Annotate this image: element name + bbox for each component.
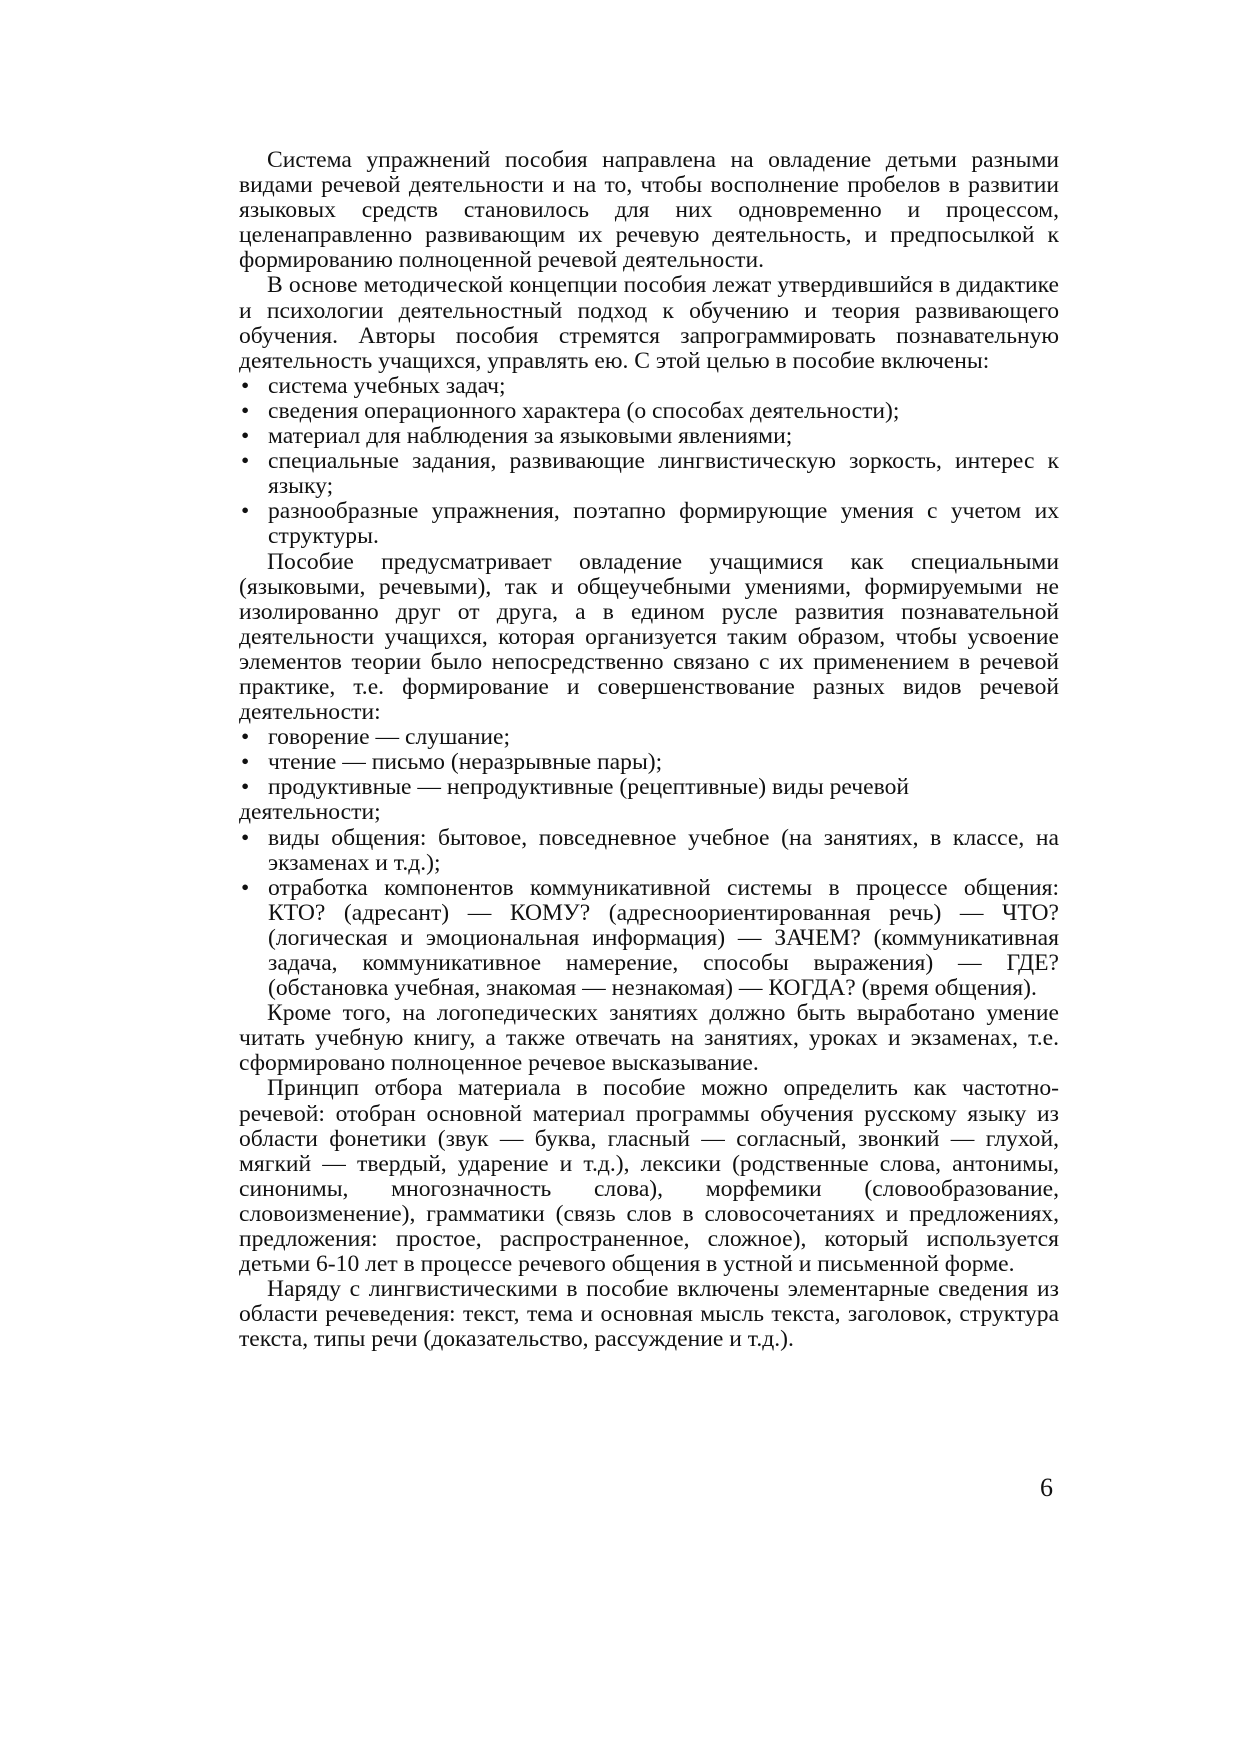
- list-item: [239, 424, 1059, 449]
- list-item-text: продуктивные — непродуктивные (рецептивные) виды речевой: [268, 774, 910, 801]
- bullet-icon: •: [241, 423, 250, 450]
- bullet-icon: •: [241, 774, 250, 801]
- list-item: [239, 750, 1059, 775]
- list-item: [239, 374, 1059, 399]
- list-item-text: материал для наблюдения за языковыми явлениями;: [268, 423, 793, 450]
- bullet-icon: •: [241, 397, 250, 424]
- list-item-text: говорение — слушание;: [268, 724, 511, 751]
- list-item: [239, 826, 1059, 876]
- paragraph-exercise-system: Система упражнений пособия направлена на овладение детьми разными видами речевой деятельности и на то, чтобы восполнение пробелов в развитии языковых средств становилось для них одновременно и процессом, целенаправленно развивающим их речевую деятельность, и предпосылкой к формированию полноценной речевой деятельности.: [239, 147, 1059, 274]
- list-item-text: разнообразные упражнения, поэтапно формирующие умения с учетом их структуры.: [268, 498, 1059, 550]
- included-items-list: [239, 374, 1059, 550]
- paragraph-method-concept: В основе методической концепции пособия лежат утвердившийся в дидактике и психологии деятельностный подход к обучению и теория развивающего обучения. Авторы пособия стремятся запрограммировать познавательную деятельность учащихся, управлять ею. С этой целью в пособие включены:: [239, 272, 1059, 374]
- bullet-icon: •: [241, 448, 250, 475]
- list-item: [239, 449, 1059, 499]
- list-item-text: виды общения: бытовое, повседневное учебное (на занятиях, в классе, на экзаменах и т.д.);: [268, 824, 1059, 876]
- communication-list: [239, 826, 1059, 1002]
- bullet-icon: •: [241, 372, 250, 399]
- list-item: [239, 725, 1059, 750]
- bullet-icon: •: [241, 824, 250, 851]
- list-item-text: сведения операционного характера (о способах деятельности);: [268, 397, 900, 424]
- list-item: [239, 499, 1059, 549]
- paragraph-speech-science: Наряду с лингвистическими в пособие включены элементарные сведения из области речеведения: текст, тема и основная мысль текста, заголовок, структура текста, типы речи (доказательство, рассуждение и т.д.).: [239, 1276, 1059, 1353]
- list-item-text: система учебных задач;: [268, 372, 506, 399]
- speech-activity-list: [239, 725, 1059, 800]
- paragraph-selection-principle: Принцип отбора материала в пособие можно определить как частотно-речевой: отобран основной материал программы обучения русскому языку из области фонетики (звук — буква, гласный — согласный, звонкий — глухой, мягкий — твердый, ударение и т.д.), лексики (родственные слова, антонимы, синонимы, многозначность слова), морфемики (словообразование, словоизменение), грамматики (связь слов в словосочетаниях и предложениях, предложения: простое, распространенное, сложное), который используется детьми 6-10 лет в процессе речевого общения в устной и письменной форме.: [239, 1075, 1059, 1278]
- list-item-continuation: деятельности;: [239, 799, 381, 826]
- paragraph-skills: Пособие предусматривает овладение учащимися как специальными (языковыми, речевыми), так и общеучебными умениями, формируемыми не изолированно друг от друга, а в едином русле развития познавательной деятельности учащихся, которая организуется таким образом, чтобы усвоение элементов теории было непосредственно связано с их применением в речевой практике, т.е. формирование и совершенствование разных видов речевой деятельности:: [239, 548, 1059, 726]
- bullet-icon: •: [241, 724, 250, 751]
- list-item-text: чтение — письмо (неразрывные пары);: [268, 749, 663, 776]
- page-number: 6: [1040, 1473, 1053, 1502]
- bullet-icon: •: [241, 498, 250, 525]
- list-item: [239, 876, 1059, 1001]
- list-item-text: специальные задания, развивающие лингвистическую зоркость, интерес к языку;: [268, 448, 1059, 500]
- paragraph-speech-therapy: Кроме того, на логопедических занятиях должно быть выработано умение читать учебную книгу, а также отвечать на занятиях, уроках и экзаменах, т.е. сформировано полноценное речевое высказывание.: [239, 1000, 1059, 1077]
- page-body: [239, 148, 1059, 1353]
- list-item: [239, 775, 1059, 800]
- bullet-icon: •: [241, 874, 250, 901]
- bullet-icon: •: [241, 749, 250, 776]
- list-item-text: отработка компонентов коммуникативной системы в процессе общения: КТО? (адресант) — КОМУ? (адресноориентированная речь) — ЧТО? (логическая и эмоциональная информация) — ЗАЧЕМ? (коммуникативная задача, коммуникативное намерение, способы выражения) — ГДЕ? (обстановка учебная, знакомая — незнакомая) — КОГДА? (время общения).: [268, 874, 1059, 1002]
- list-item: [239, 399, 1059, 424]
